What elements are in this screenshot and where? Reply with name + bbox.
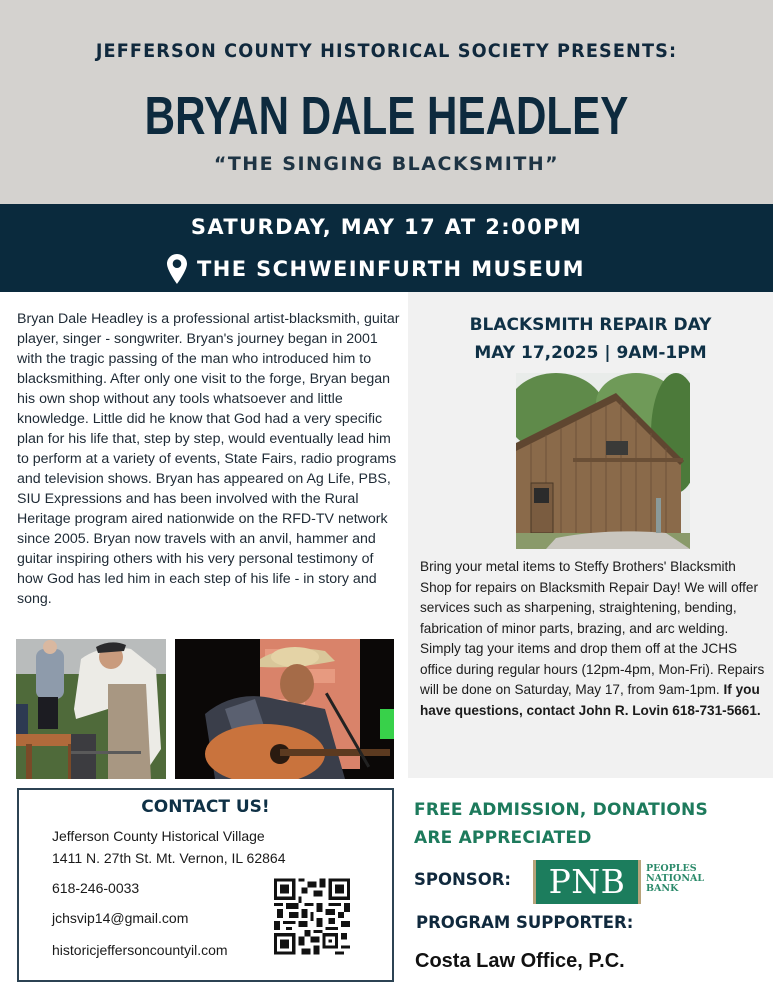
supporter-label: PROGRAM SUPPORTER: [416,913,634,932]
repair-day-description [420,557,765,721]
contact-website-link[interactable]: historicjeffersoncountyil.com [52,942,228,958]
repair-day-date: MAY 17,2025 | 9AM-1PM [474,343,707,363]
sponsor-name-line-1: PEOPLES [646,863,697,874]
map-pin-icon [167,254,187,284]
repair-day-heading: BLACKSMITH REPAIR DAY [469,315,712,335]
event-date-time: SATURDAY, MAY 17 AT 2:00PM [190,215,583,239]
blacksmith-photo-illustration [16,639,166,779]
singer-photo-illustration [175,639,394,779]
contact-phone-link[interactable]: 618-246-0033 [52,880,140,896]
sponsor-name-line-3: BANK [646,883,679,894]
repair-day-contact: If you have questions, contact John R. Lovin 618-731-5661. [420,682,761,718]
sponsor-logo-mark: PNB [548,862,626,901]
supporter-name: Costa Law Office, P.C. [415,950,625,972]
contact-address: 1411 N. 27th St. Mt. Vernon, IL 62864 [52,850,286,866]
sponsor-name-line-2: NATIONAL [646,873,705,884]
event-venue [167,252,585,286]
sponsor-name [646,864,716,894]
barn-photo-illustration [516,373,690,549]
headliner-name: BRYAN DALE HEADLEY [144,86,629,146]
admission-line-1: FREE ADMISSION, DONATIONS [414,800,708,820]
contact-email-link[interactable]: jchsvip14@gmail.com [52,910,189,926]
admission-line-2: ARE APPRECIATED [414,828,592,848]
contact-title: CONTACT US! [141,797,270,817]
barn-photo [516,373,690,549]
blacksmith-photo [16,639,166,779]
venue-name: THE SCHWEINFURTH MUSEUM [197,257,585,281]
repair-day-title [408,311,773,367]
qr-code-icon[interactable] [274,878,350,955]
presenter-line: JEFFERSON COUNTY HISTORICAL SOCIETY PRESENTS: [95,40,678,62]
headliner-nickname: “THE SINGING BLACKSMITH” [213,153,560,175]
sponsor-label: SPONSOR: [414,870,512,889]
sponsor-logo [533,860,641,904]
repair-day-body: Bring your metal items to Steffy Brothers' Blacksmith Shop for repairs on Blacksmith Repair Day! We will offer services such as sharpening, straightening, bending, fabrication of minor parts, brazing, and arc welding. Simply tag your items and drop them off at the JCHS office during regular hours (12pm-4pm, Mon-Fri). Repairs will be done on Saturday, May 17, from 9am-1pm. [420,559,765,697]
singer-photo [175,639,394,779]
bio-paragraph: Bryan Dale Headley is a professional artist-blacksmith, guitar player, singer - songwriter. Bryan's journey began in 2001 with the tragic passing of the man who introduced him to blacksmithing. After only one visit to the forge, Bryan began his own shop without any tools whatsoever and little knowledge. Little did he know that God had a very specific plan for his life that, step by step, would eventually lead him to perform at a variety of events, State Fairs, radio programs and television shows. Bryan has appeared on Ag Life, PBS, SIU Expressions and has been involved with the Rural Heritage program aired nationwide on the RFD-TV network since 2005. Bryan now travels with an anvil, hammer and guitar inspiring others with his very personal testimony of how God has led him in each step of his life - in story and song. [17,311,400,607]
admission-note [414,796,764,852]
contact-org: Jefferson County Historical Village [52,828,265,844]
